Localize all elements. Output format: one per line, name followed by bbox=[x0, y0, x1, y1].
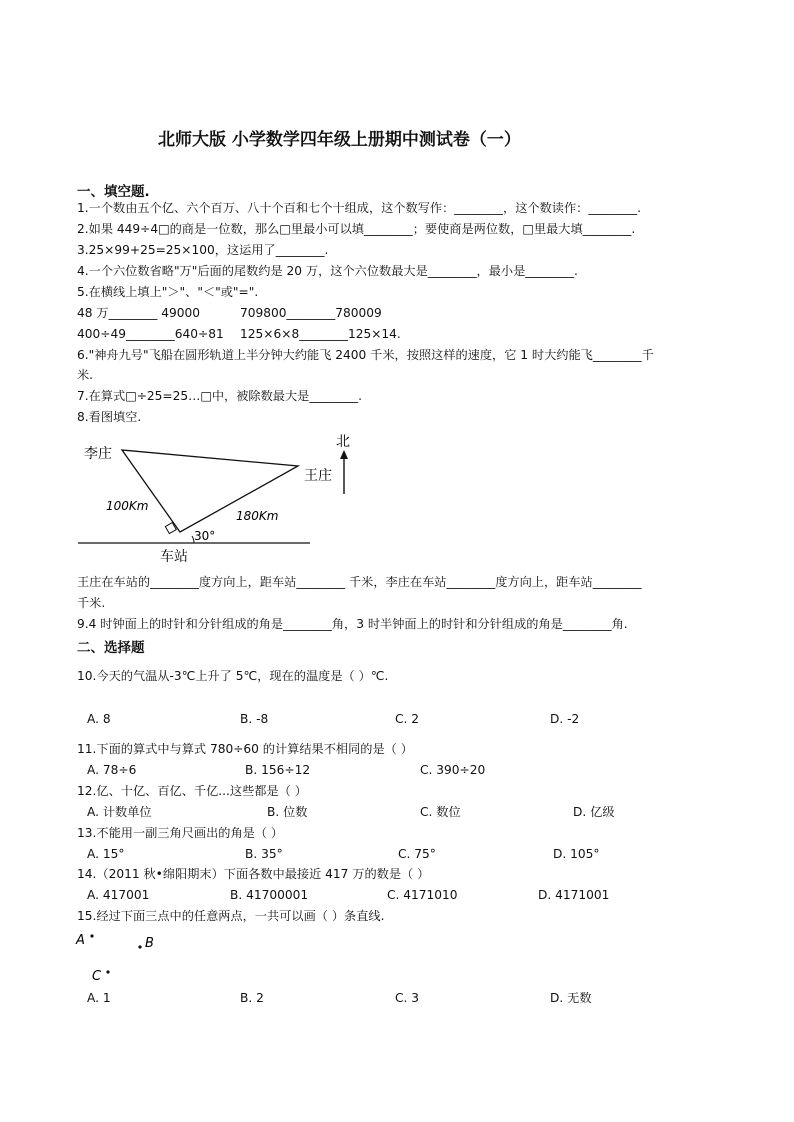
point-a bbox=[90, 934, 93, 937]
question-4: 4.一个六位数省略"万"后面的尾数约是 20 万，这个六位数最大是________，最小是________. bbox=[77, 264, 578, 278]
question-10: 10.今天的气温从-3℃上升了 5℃，现在的温度是（ ）℃. bbox=[77, 669, 389, 683]
north-arrow-head bbox=[340, 450, 348, 459]
question-15: 15.经过下面三点中的任意两点，一共可以画（ ）条直线. bbox=[77, 909, 385, 923]
q14-option-b: B. 41700001 bbox=[230, 888, 309, 902]
q11-option-b: B. 156÷12 bbox=[245, 763, 311, 777]
question-2: 2.如果 449÷4□的商是一位数，那么□里最小可以填________；要使商是两位数，□里最大填________. bbox=[77, 222, 636, 236]
q13-option-c: C. 75° bbox=[398, 847, 436, 861]
question-5-row-1a: 48 万________ 49000 bbox=[77, 306, 200, 320]
direction-diagram bbox=[70, 428, 370, 568]
q10-option-c: C. 2 bbox=[395, 712, 420, 726]
question-11: 11.下面的算式中与算式 780÷60 的计算结果不相同的是（ ） bbox=[77, 742, 413, 756]
q13-option-a: A. 15° bbox=[87, 847, 125, 861]
question-5-row-1b: 709800________780009 bbox=[240, 306, 382, 320]
question-1: 1.一个数由五个亿、六个百万、八十个百和七个十组成，这个数写作：________，这个数读作：________. bbox=[77, 201, 641, 215]
q13-option-b: B. 35° bbox=[245, 847, 283, 861]
q14-option-c: C. 4171010 bbox=[387, 888, 458, 902]
question-6-cont: 米. bbox=[77, 368, 94, 382]
q12-option-c: C. 数位 bbox=[420, 805, 461, 819]
q12-option-d: D. 亿级 bbox=[573, 805, 615, 819]
point-c bbox=[106, 970, 109, 973]
question-5: 5.在横线上填上"＞"、"＜"或"=". bbox=[77, 285, 259, 299]
q11-option-a: A. 78÷6 bbox=[87, 763, 137, 777]
point-c-label: C bbox=[92, 969, 102, 984]
q10-option-b: B. -8 bbox=[240, 712, 269, 726]
right-distance-label: 180Km bbox=[236, 509, 279, 523]
q15-option-d: D. 无数 bbox=[550, 991, 592, 1005]
point-b-label: B bbox=[145, 936, 154, 951]
lizhuang-label: 李庄 bbox=[84, 446, 112, 462]
station-label: 车站 bbox=[160, 549, 188, 565]
question-8: 8.看图填空. bbox=[77, 410, 142, 424]
section-fill-blank: 一、填空题. bbox=[77, 184, 150, 200]
question-7: 7.在算式□÷25=25…□中，被除数最大是________. bbox=[77, 389, 362, 403]
q13-option-d: D. 105° bbox=[553, 847, 600, 861]
q14-option-a: A. 417001 bbox=[87, 888, 150, 902]
question-14: 14.（2011 秋•绵阳期末）下面各数中最接近 417 万的数是（ ） bbox=[77, 867, 430, 881]
north-label: 北 bbox=[336, 434, 350, 450]
wangzhuang-label: 王庄 bbox=[304, 468, 332, 484]
question-12: 12.亿、十亿、百亿、千亿...这些都是（ ） bbox=[77, 784, 307, 798]
q11-option-c: C. 390÷20 bbox=[420, 763, 486, 777]
question-5-row-2b: 125×6×8________125×14. bbox=[240, 327, 401, 341]
question-6: 6."神舟九号"飞船在圆形轨道上半分钟大约能飞 2400 千米，按照这样的速度，它 1 时大约能飞________千 bbox=[77, 348, 654, 362]
q15-option-b: B. 2 bbox=[240, 991, 264, 1005]
q12-option-a: A. 计数单位 bbox=[87, 805, 152, 819]
angle-label: 30° bbox=[194, 529, 216, 543]
question-8-answer-cont: 千米. bbox=[77, 596, 106, 610]
question-3: 3.25×99+25=25×100，这运用了________. bbox=[77, 243, 329, 257]
q10-option-d: D. -2 bbox=[550, 712, 580, 726]
q12-option-b: B. 位数 bbox=[267, 805, 308, 819]
question-9: 9.4 时钟面上的时针和分针组成的角是________角，3 时半钟面上的时针和分针组成的角是________角. bbox=[77, 617, 628, 631]
q15-option-a: A. 1 bbox=[87, 991, 111, 1005]
q15-option-c: C. 3 bbox=[395, 991, 420, 1005]
q10-option-a: A. 8 bbox=[87, 712, 111, 726]
question-8-answer: 王庄在车站的________度方向上，距车站________ 千米，李庄在车站________度方向上，距车站________ bbox=[77, 575, 642, 589]
points-figure bbox=[70, 928, 190, 986]
left-distance-label: 100Km bbox=[106, 499, 149, 513]
point-a-label: A bbox=[76, 933, 85, 948]
page-title: 北师大版 小学数学四年级上册期中测试卷（一） bbox=[158, 130, 521, 150]
q14-option-d: D. 4171001 bbox=[538, 888, 610, 902]
point-b bbox=[138, 945, 141, 948]
question-5-row-2a: 400÷49________640÷81 bbox=[77, 327, 224, 341]
question-13: 13.不能用一副三角尺画出的角是（ ） bbox=[77, 826, 284, 840]
section-multiple-choice: 二、选择题 bbox=[77, 640, 145, 656]
